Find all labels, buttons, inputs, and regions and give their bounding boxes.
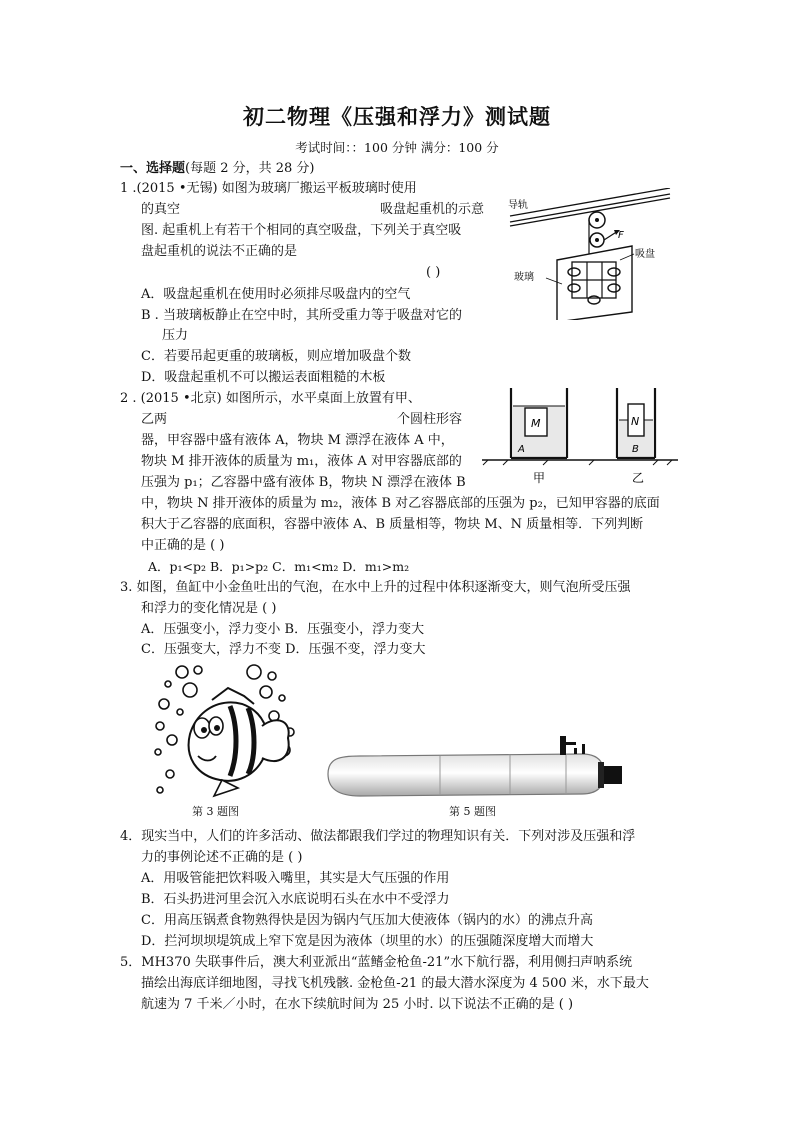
q1-option-b: B . 当玻璃板静止在空中时，其所受重力等于吸盘对它的 <box>141 308 462 323</box>
q1-option-d: D．吸盘起重机不可以搬运表面粗糙的木板 <box>141 370 386 385</box>
q2-containers-figure <box>482 386 678 488</box>
q2-line5: 压强为 p₁；乙容器中盛有液体 B，物块 N 漂浮在液体 B <box>141 475 466 490</box>
q2-options: A．p₁<p₂ B．p₁>p₂ C．m₁<m₂ D．m₁>m₂ <box>148 559 410 574</box>
q4-option-b: B．石头扔进河里会沉入水底说明石头在水中不受浮力 <box>141 892 450 907</box>
fig3-caption: 第 3 题图 <box>192 805 239 818</box>
q4-option-c: C．用高压锅煮食物熟得快是因为锅内气压加大使液体（锅内的水）的沸点升高 <box>141 913 593 928</box>
q1-line3: 图. 起重机上有若干个相同的真空吸盘，下列关于真空吸 <box>141 223 462 238</box>
q1-answer-bracket: ( ) <box>426 265 441 280</box>
q1-line2a: 的真空 <box>141 202 181 217</box>
force-label: F <box>618 230 624 241</box>
q1-line4: 盘起重机的说法不正确的是 <box>141 244 298 259</box>
q5-line2: 描绘出海底详细地图，寻找飞机残骸. 金枪鱼-21 的最大潜水深度为 4 500 米，水下最大 <box>141 976 649 991</box>
q4-line1: 4．现实当中，人们的许多活动、做法都跟我们学过的物理知识有关．下列对涉及压强和浮 <box>120 829 636 844</box>
q2-line2b: 个圆柱形容 <box>397 412 463 427</box>
q1-line2b: 吸盘起重机的示意 <box>380 202 485 217</box>
q3-options-cd: C．压强变大，浮力不变 D．压强不变，浮力变大 <box>141 642 426 657</box>
q3-line1: 3. 如图，鱼缸中小金鱼吐出的气泡，在水中上升的过程中体积逐渐变大，则气泡所受压强 <box>120 580 631 595</box>
q4-option-d: D．拦河坝坝堤筑成上窄下宽是因为液体（坝里的水）的压强随深度增大而增大 <box>141 934 594 949</box>
section-note: (每题 2 分，共 28 分) <box>185 161 315 176</box>
q4-line2: 力的事例论述不正确的是 ( ) <box>141 850 303 865</box>
q2-line1: 2 . (2015 •北京) 如图所示，水平桌面上放置有甲、 <box>120 391 421 406</box>
block-n-label: N <box>631 415 640 428</box>
exam-info: 考试时间：：100 分钟 满分：100 分 <box>295 140 499 155</box>
q1-crane-figure <box>502 188 672 320</box>
q3-options-ab: A．压强变小，浮力变小 B．压强变小，浮力变大 <box>141 622 425 637</box>
q2-line8: 中正确的是 ( ) <box>141 538 225 553</box>
container-yi-label: 乙 <box>632 471 645 485</box>
container-jia-label: 甲 <box>533 471 546 485</box>
q1-option-c: C．若要吊起更重的玻璃板，则应增加吸盘个数 <box>141 349 411 364</box>
page-title: 初二物理《压强和浮力》测试题 <box>243 104 551 129</box>
glass-label: 玻璃 <box>514 272 534 283</box>
q2-line4: 物块 M 排开液体的质量为 m₁，液体 A 对甲容器底部的 <box>141 454 462 469</box>
block-m-label: M <box>531 417 541 430</box>
q3-line2: 和浮力的变化情况是 ( ) <box>141 601 277 616</box>
q1-option-b-cont: 压力 <box>162 328 189 343</box>
q2-line7: 积大于乙容器的底面积，容器中液体 A、B 质量相等，物块 M、N 质量相等．下列判断 <box>141 517 644 532</box>
rail-label: 导轨 <box>508 200 528 211</box>
q4-option-a: A．用吸管能把饮料吸入嘴里，其实是大气压强的作用 <box>141 871 450 886</box>
q5-line1: 5．MH370 失联事件后，澳大利亚派出“蓝鳍金枪鱼-21”水下航行器，利用侧扫声呐系统 <box>120 955 633 970</box>
section-heading <box>120 157 315 176</box>
q1-option-a: A．吸盘起重机在使用时必须排尽吸盘内的空气 <box>141 287 411 302</box>
q1-line1: 1 .(2015 •无锡) 如图为玻璃厂搬运平板玻璃时使用 <box>120 181 417 196</box>
q3-fish-figure <box>150 662 300 800</box>
fig5-caption: 第 5 题图 <box>449 805 496 818</box>
suction-cup-label: 吸盘 <box>635 249 655 260</box>
q5-auv-figure <box>320 730 630 802</box>
q2-line2a: 乙两 <box>141 412 168 427</box>
section-title: 一、选择题 <box>120 161 186 176</box>
q5-line3: 航速为 7 千米／小时，在水下续航时间为 25 小时. 以下说法不正确的是 ( ) <box>141 997 574 1012</box>
liquid-a-label: A <box>518 444 525 455</box>
q2-line6: 中，物块 N 排开液体的质量为 m₂，液体 B 对乙容器底部的压强为 p₂，已知甲容器的底面 <box>141 496 660 511</box>
q2-line3: 器，甲容器中盛有液体 A，物块 M 漂浮在液体 A 中， <box>141 433 454 448</box>
liquid-b-label: B <box>632 444 639 455</box>
